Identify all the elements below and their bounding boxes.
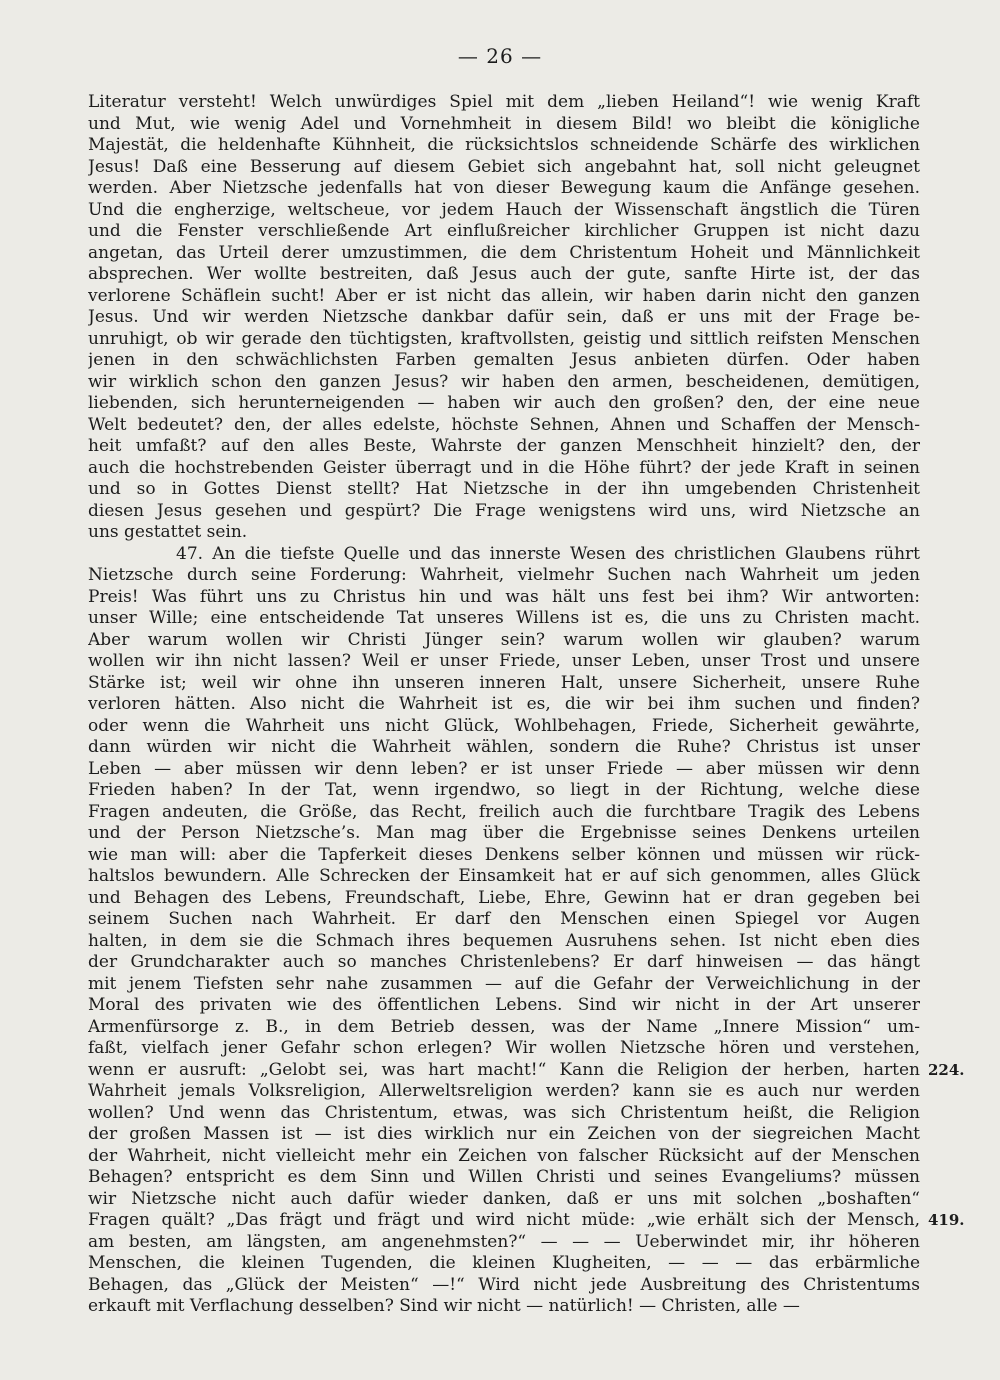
text-line: wollen? Und wenn das Christentum, etwas, was sich Christentum heißt, die Religion	[88, 1102, 920, 1123]
margin-note: 419.	[928, 1211, 965, 1229]
text-line: uns gestattet sein.	[88, 522, 248, 542]
text-line: heit umfaßt? auf den alles Beste, Wahrste der ganzen Menschheit hinzielt? den, der	[88, 436, 920, 456]
text-line: wir Nietzsche nicht auch dafür wieder danken, daß er uns mit solchen „boshaften“	[88, 1188, 920, 1209]
text-line: und die Fenster verschließende Art einflußreicher kirchlicher Gruppen ist nicht dazu	[88, 221, 920, 241]
text-line: wollen wir ihn nicht lassen? Weil er unser Friede, unser Leben, unser Trost und unsere	[88, 651, 920, 671]
text-line: der großen Massen ist — ist dies wirklich nur ein Zeichen von der siegreichen Macht	[88, 1124, 920, 1144]
text-line: seinem Suchen nach Wahrheit. Er darf den Menschen einen Spiegel vor Augen	[88, 909, 920, 929]
text-line: jenen in den schwächlichsten Farben gemalten Jesus anbieten dürfen. Oder haben	[88, 350, 920, 370]
text-line: Moral des privaten wie des öffentlichen Lebens. Sind wir nicht in der Art unserer	[88, 995, 920, 1015]
text-line: wenn er ausruft: „Gelobt sei, was hart macht!“ Kann die Religion der herben, harten	[88, 1059, 920, 1080]
text-line: und Mut, wie wenig Adel und Vornehmheit in diesem Bild! wo bleibt die königliche	[88, 113, 920, 134]
text-line: erkauft mit Verflachung desselben? Sind wir nicht — natürlich! — Christen, alle —	[88, 1296, 800, 1316]
text-line: Fragen quält? „Das frägt und frägt und wird nicht müde: „wie erhält sich der Mensch,	[88, 1210, 920, 1230]
text-line: verloren hätten. Also nicht die Wahrheit ist es, die wir bei ihm suchen und finden?	[88, 694, 920, 714]
text-line: wir wirklich schon den ganzen Jesus? wir haben den armen, bescheidenen, demütigen,	[88, 371, 920, 392]
text-line: halten, in dem sie die Schmach ihres bequemen Ausruhens sehen. Ist nicht eben dies	[88, 930, 920, 951]
text-line: und so in Gottes Dienst stellt? Hat Nietzsche in der ihn umgebenden Christenheit	[88, 479, 920, 499]
text-line: oder wenn die Wahrheit uns nicht Glück, Wohlbehagen, Friede, Sicherheit gewährte,	[88, 715, 920, 736]
text-line: Und die engherzige, weltscheue, vor jedem Hauch der Wissenschaft ängstlich die Türen	[88, 199, 920, 220]
text-line: Jesus. Und wir werden Nietzsche dankbar dafür sein, daß er uns mit der Frage be-	[88, 307, 920, 327]
text-line: unser Wille; eine entscheidende Tat unseres Willens ist es, die uns zu Christen macht.	[88, 608, 920, 628]
text-line: und Behagen des Lebens, Freundschaft, Liebe, Ehre, Gewinn hat er dran gegeben bei	[88, 887, 920, 908]
text-line: mit jenem Tiefsten sehr nahe zusammen — auf die Gefahr der Verweichlichung in der	[88, 973, 920, 994]
text-line: Fragen andeuten, die Größe, das Recht, freilich auch die furchtbare Tragik des Lebens	[88, 801, 920, 822]
text-line: Literatur versteht! Welch unwürdiges Spiel mit dem „lieben Heiland“! wie wenig Kraft	[88, 92, 920, 112]
text-line: Behagen? entspricht es dem Sinn und Willen Christi und seines Evangeliums? müssen	[88, 1167, 920, 1187]
text-line: werden. Aber Nietzsche jedenfalls hat von dieser Bewegung kaum die Anfänge gesehen.	[88, 178, 920, 198]
text-line: Aber warum wollen wir Christi Jünger sein? warum wollen wir glauben? warum	[88, 629, 920, 650]
text-line: Majestät, die heldenhafte Kühnheit, die rücksichtslos schneidende Schärfe des wirklichen	[88, 135, 920, 155]
text-line: der Grundcharakter auch so manches Christenlebens? Er darf hinweisen — das hängt	[88, 952, 920, 972]
text-line: Wahrheit jemals Volksreligion, Allerweltsreligion werden? kann sie es auch nur werden	[88, 1081, 920, 1101]
text-line: am besten, am längsten, am angenehmsten?“ — — — Ueberwindet mir, ihr höheren	[88, 1231, 920, 1252]
text-line: haltslos bewundern. Alle Schrecken der Einsamkeit hat er auf sich genommen, alles Glück	[88, 866, 920, 886]
text-line: der Wahrheit, nicht vielleicht mehr ein Zeichen von falscher Rücksicht auf der Menschen	[88, 1145, 920, 1166]
text-line: Preis! Was führt uns zu Christus hin und was hält uns fest bei ihm? Wir antworten:	[88, 586, 920, 607]
text-line: Nietzsche durch seine Forderung: Wahrheit, vielmehr Suchen nach Wahrheit um jeden	[88, 565, 920, 585]
body-text	[88, 92, 920, 1318]
text-line: unruhigt, ob wir gerade den tüchtigsten, kraftvollsten, geistig und sittlich reifsten Menschen	[88, 328, 920, 349]
text-line: absprechen. Wer wollte bestreiten, daß Jesus auch der gute, sanfte Hirte ist, der das	[88, 264, 920, 284]
text-line: diesen Jesus gesehen und gespürt? Die Frage wenigstens wird uns, wird Nietzsche an	[88, 500, 920, 521]
text-line: auch die hochstrebenden Geister überragt und in die Höhe führt? der jede Kraft in seinen	[88, 457, 920, 478]
text-line: Frieden haben? In der Tat, wenn irgendwo, so liegt in der Richtung, welche diese	[88, 780, 920, 800]
text-line: und der Person Nietzsche’s. Man mag über die Ergebnisse seines Denkens urteilen	[88, 823, 920, 843]
text-line: 47. An die tiefste Quelle und das innerste Wesen des christlichen Glaubens rührt	[176, 543, 920, 564]
text-line: dann würden wir nicht die Wahrheit wählen, sondern die Ruhe? Christus ist unser	[88, 737, 920, 757]
text-line: verlorene Schäflein sucht! Aber er ist nicht das allein, wir haben darin nicht den ganzen	[88, 285, 920, 306]
text-line: Welt bedeutet? den, der alles edelste, höchste Sehnen, Ahnen und Schaffen der Mensch-	[88, 414, 920, 435]
text-line: Menschen, die kleinen Tugenden, die kleinen Klugheiten, — — — das erbärmliche	[88, 1253, 920, 1273]
text-line: Behagen, das „Glück der Meisten“ —!“ Wird nicht jede Ausbreitung des Christentums	[88, 1274, 920, 1295]
text-line: Leben — aber müssen wir denn leben? er ist unser Friede — aber müssen wir denn	[88, 758, 920, 779]
text-line: Stärke ist; weil wir ohne ihn unseren inneren Halt, unsere Sicherheit, unsere Ruhe	[88, 672, 920, 693]
page-number: — 26 —	[457, 44, 543, 68]
text-line: Jesus! Daß eine Besserung auf diesem Gebiet sich angebahnt hat, soll nicht geleugnet	[88, 156, 920, 177]
text-line: angetan, das Urteil derer umzustimmen, die dem Christentum Hoheit und Männlichkeit	[88, 242, 920, 263]
text-line: liebenden, sich herunterneigenden — haben wir auch den großen? den, der eine neue	[88, 393, 920, 413]
text-line: Armenfürsorge z. B., in dem Betrieb dessen, was der Name „Innere Mission“ um-	[88, 1016, 920, 1037]
margin-note: 224.	[928, 1060, 965, 1079]
text-line: wie man will: aber die Tapferkeit dieses Denkens selber können und müssen wir rück-	[88, 844, 920, 865]
text-line: faßt, vielfach jener Gefahr schon erlegen? Wir wollen Nietzsche hören und verstehen,	[88, 1038, 920, 1058]
